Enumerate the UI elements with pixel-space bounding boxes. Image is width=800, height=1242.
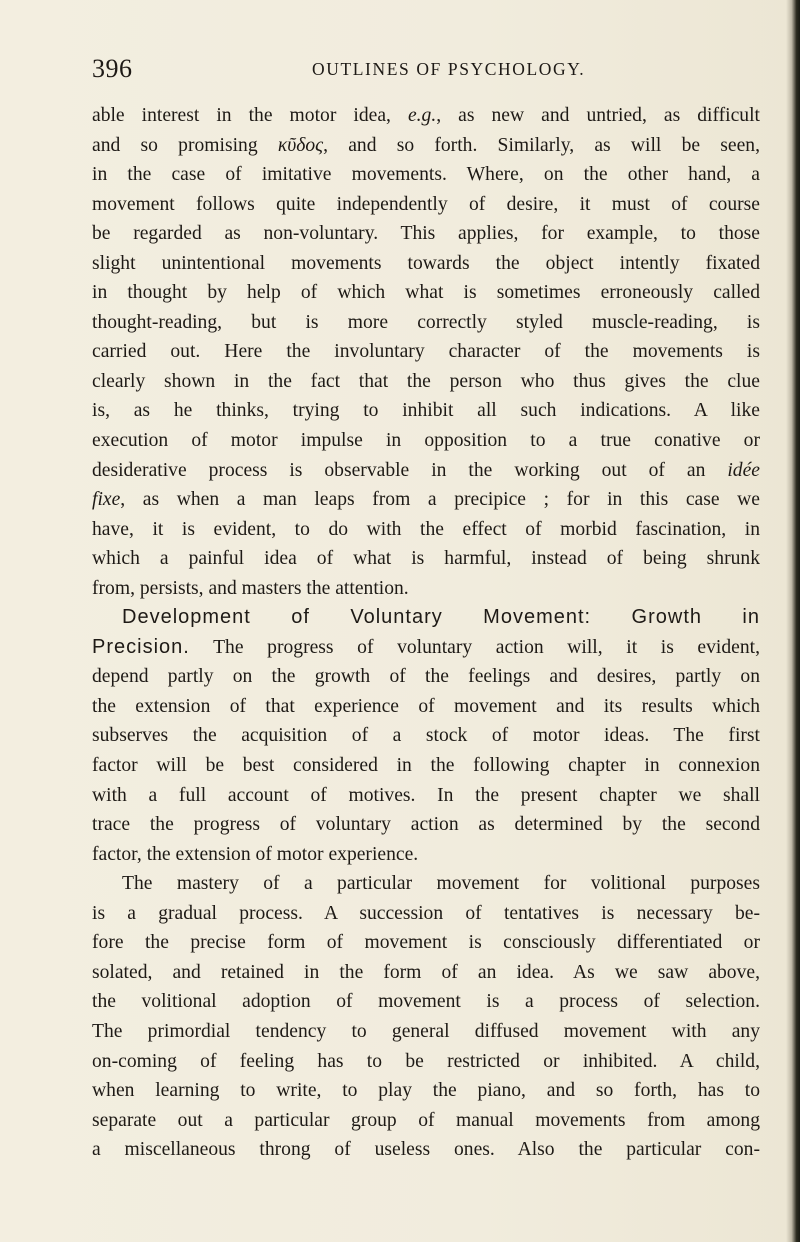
body-text	[92, 101, 760, 1165]
text-line: factor, the extension of motor experience.	[92, 843, 419, 865]
text-line: when learning to write, to play the piano, and so forth, has to	[92, 1080, 760, 1102]
text-line: trace the progress of voluntary action as determined by the second	[92, 814, 760, 836]
page-header	[0, 54, 800, 88]
text-line: The mastery of a particular movement for volitional purposes	[122, 873, 760, 895]
page-spine-shadow	[786, 0, 800, 1242]
page-number: 396	[92, 54, 133, 83]
text-line: separate out a particular group of manual movements from among	[92, 1109, 760, 1131]
text-line: is, as he thinks, trying to inhibit all such indications. A like	[92, 400, 760, 422]
text-line: with a full account of motives. In the present chapter we shall	[92, 784, 760, 806]
text-line: the extension of that experience of movement and its results which	[92, 695, 760, 717]
text-line: Precision. The progress of voluntary action will, it is evident,	[92, 635, 760, 658]
text-line: able interest in the motor idea, e.g., as new and untried, as difficult	[92, 105, 760, 126]
text-line: in thought by help of which what is sometimes erroneously called	[92, 282, 760, 304]
text-line: have, it is evident, to do with the effect of morbid fascination, in	[92, 518, 760, 540]
running-title: OUTLINES OF PSYCHOLOGY.	[312, 59, 586, 79]
text-line: in the case of imitative movements. Where, on the other hand, a	[92, 164, 760, 186]
text-line: factor will be best considered in the following chapter in connexion	[92, 755, 760, 777]
text-line: and so promising κῦδος, and so forth. Similarly, as will be seen,	[92, 134, 760, 156]
text-line: fore the precise form of movement is consciously differentiated or	[92, 932, 760, 954]
text-line: subserves the acquisition of a stock of motor ideas. The first	[92, 725, 760, 747]
text-line: desiderative process is observable in the working out of an idée	[92, 459, 760, 481]
text-line: on-coming of feeling has to be restricted or inhibited. A child,	[92, 1050, 760, 1072]
text-line: fixe, as when a man leaps from a precipice ; for in this case we	[92, 489, 760, 511]
text-line: movement follows quite independently of desire, it must of course	[92, 193, 760, 215]
section-heading-text: Development of Voluntary Movement: Growth in	[122, 606, 760, 629]
text-line: be regarded as non-voluntary. This applies, for example, to those	[92, 223, 760, 245]
section-heading	[92, 603, 760, 633]
text-line: execution of motor impulse in opposition to a true conative or	[92, 430, 760, 452]
text-line: a miscellaneous throng of useless ones. Also the particular con-	[92, 1139, 760, 1161]
text-line: solated, and retained in the form of an idea. As we saw above,	[92, 961, 760, 983]
text-line: from, persists, and masters the attention.	[92, 577, 409, 599]
text-line: depend partly on the growth of the feelings and desires, partly on	[92, 666, 760, 688]
text-line: The primordial tendency to general diffused movement with any	[92, 1020, 760, 1042]
text-line: carried out. Here the involuntary character of the movements is	[92, 341, 760, 363]
text-line: is a gradual process. A succession of tentatives is necessary be-	[92, 902, 760, 924]
section-heading-text: Precision.	[92, 635, 190, 658]
text-line: slight unintentional movements towards the object intently fixated	[92, 252, 760, 274]
text-line: clearly shown in the fact that the person who thus gives the clue	[92, 370, 760, 392]
text-line: which a painful idea of what is harmful, instead of being shrunk	[92, 548, 760, 570]
text-line: the volitional adoption of movement is a process of selection.	[92, 991, 760, 1013]
text-line: thought-reading, but is more correctly styled muscle-reading, is	[92, 311, 760, 333]
